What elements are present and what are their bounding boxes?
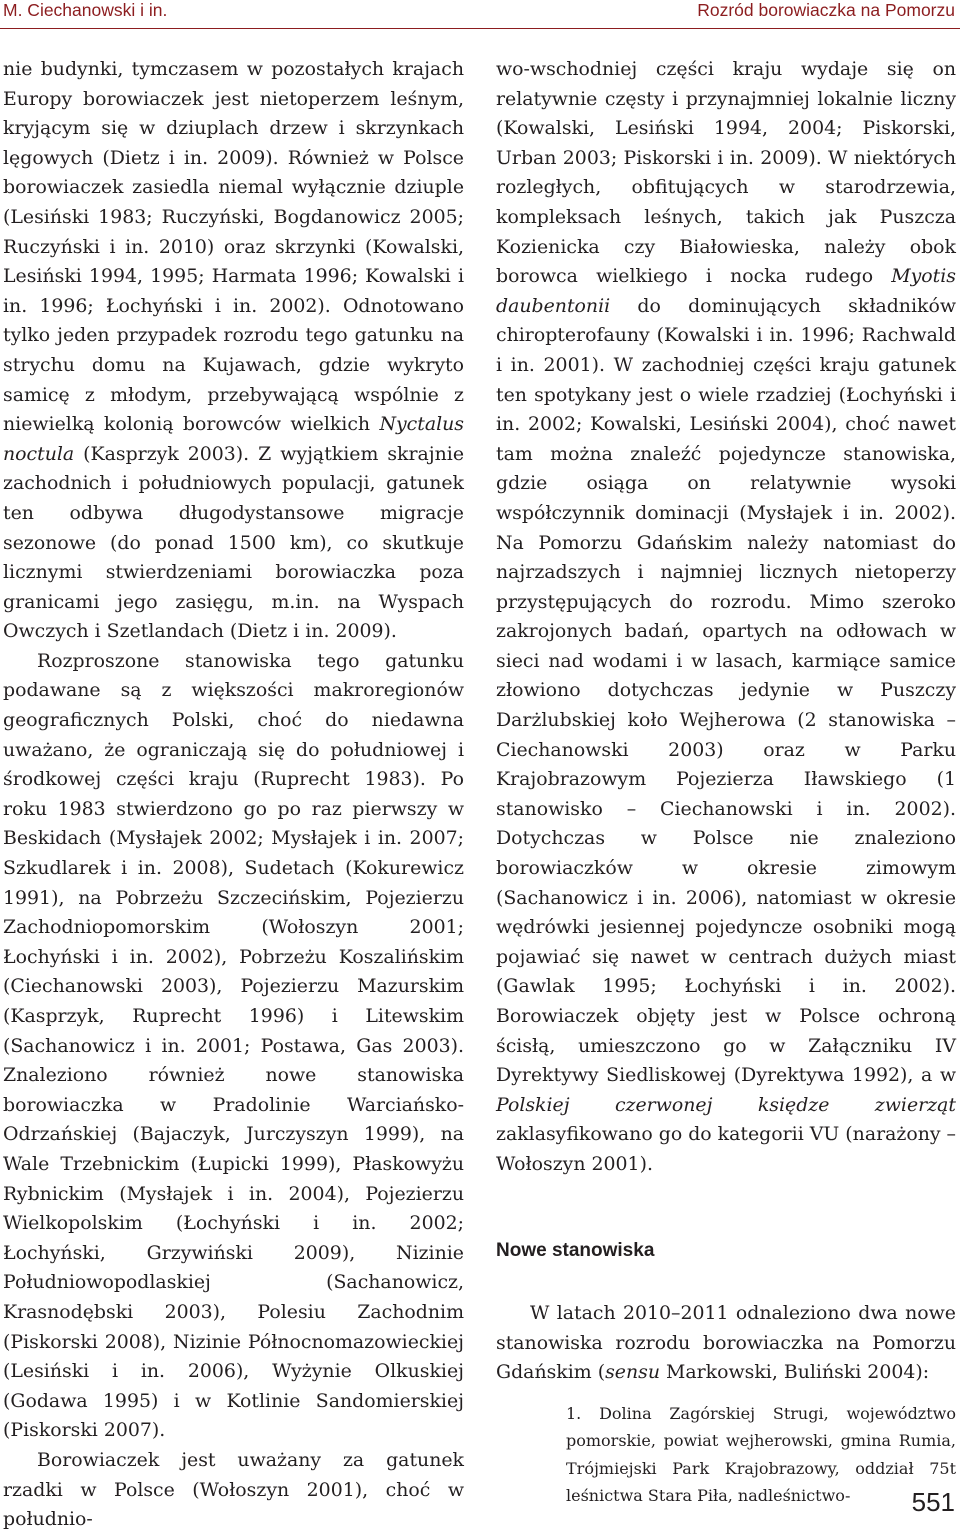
running-head	[0, 0, 960, 24]
paragraph-new-sites: W latach 2010–2011 odnaleziono dwa nowe stanowiska rozrodu borowiaczka na Pomorzu Gdańskim (sensu Markowski, Buliński 2004):	[496, 1302, 956, 1384]
paragraph-distribution: Rozproszone stanowiska tego gatunku podawane są z większości makroregionów geograficznych Polski, choć do niedawna uważano, że ograniczają się do południowej i środkowej części kraju (Ruprecht 1983). Po roku 1983 stwierdzono go po raz pierwszy w Beskidach (Mysłajek 2002; Mysłajek i in. 2007; Szkudlarek i in. 2008), Sudetach (Kokurewicz 1991), na Pobrzeżu Szczecińskim, Pojezierzu Zachodniopomorskim (Wołoszyn 2001; Łochyński i in. 2002), Pobrzeżu Koszalińskim (Ciechanowski 2003), Pojezierzu Mazurskim (Kasprzyk, Ruprecht 1996) i Litewskim (Sachanowicz i in. 2001; Postawa, Gas 2003). Znaleziono również nowe stanowiska borowiaczka w Pradolinie Warciańsko-Odrzańskiej (Bajaczyk, Jurczyszyn 1999), na Wale Trzebnickim (Łupicki 1999), Płaskowyżu Rybnickim (Mysłajek i in. 2004), Pojezierzu Wielkopolskim (Łochyński i in. 2002; Łochyński, Grzywiński 2009), Nizinie Południowopodlaskiej (Sachanowicz, Krasnodębski 2003), Polesiu Zachodnim (Piskorski 2008), Nizinie Północnomazowieckiej (Lesiński i in. 2006), Wyżynie Olkuskiej (Godawa 1995) i w Kotlinie Sandomierskiej (Piskorski 2007).	[3, 649, 464, 1442]
header-rule	[0, 28, 960, 29]
list-item: 1. Dolina Zagórskiej Strugi, województwo pomorskie, powiat wejherowski, gmina Rumia, Trójmiejski Park Krajobrazowy, oddział 75t leśnictwa Stara Piła, nadleśnictwo-	[566, 1403, 956, 1506]
red-book-title: Polskiej czerwonej księdze zwierząt	[496, 1093, 956, 1116]
section-heading: Nowe stanowiska	[496, 1239, 655, 1261]
paragraph-rarity: Borowiaczek jest uważany za gatunek rzadki w Polsce (Wołoszyn 2001), choć w południo-	[3, 1448, 464, 1531]
species-name: Myotis daubentonii	[496, 265, 956, 317]
right-column	[496, 55, 956, 1510]
running-head-authors: M. Ciechanowski i in.	[3, 0, 168, 20]
left-column	[3, 55, 464, 1535]
page-number: 551	[911, 1487, 955, 1517]
paragraph-roosts: nie budynki, tymczasem w pozostałych krajach Europy borowiaczek jest nietoperzem leśnym, kryjącym się w dziuplach drzew i skrzynkach lęgowych (Dietz i in. 2009). Również w Polsce borowiaczek zasiedla niemal wyłącznie dziuple (Lesiński 1983; Ruczyński, Bogdanowicz 2005; Ruczyński i in. 2010) oraz skrzynki (Kowalski, Lesiński 1994, 1995; Harmata 1996; Kowalski i in. 1996; Łochyński i in. 2002). Odnotowano tylko jeden przypadek rozrodu tego gatunku na strychu domu na Kujawach, gdzie wykryto samicę z młodym, przebywającą wspólnie z niewielką kolonią borowców wielkich Nyctalus noctula (Kasprzyk 2003). Z wyjątkiem skrajnie zachodnich i południowych populacji, gatunek ten odbywa długodystansowe migracje sezonowe (do ponad 1500 km), co skutkuje licznymi stwierdzeniami borowiaczka poza granicami jego zasięgu, m.in. na Wyspach Owczych i Szetlandach (Dietz i in. 2009).	[3, 58, 464, 643]
species-name: Nyctalus noctula	[3, 413, 464, 465]
paragraph-abundance: wo-wschodniej części kraju wydaje się on relatywnie częsty i przynajmniej lokalnie liczny (Kowalski, Lesiński 1994, 2004; Piskorski, Urban 2003; Piskorski i in. 2009). W niektórych rozległych, obfitujących w starodrzewia, kompleksach leśnych, takich jak Puszcza Kozienicka czy Białowieska, należy obok borowca wielkiego i nocka rudego Myotis daubentonii do dominujących składników chiropterofauny (Kowalski i in. 1996; Rachwald i in. 2001). W zachodniej części kraju gatunek ten spotykany jest o wiele rzadziej (Łochyński i in. 2002; Kowalski, Lesiński 2004), choć nawet tam można znaleźć pojedyncze stanowiska, gdzie osiąga on relatywnie wysoki współczynnik dominacji (Mysłajek i in. 2002). Na Pomorzu Gdańskim należy natomiast do najrzadszych i najmniej licznych nietoperzy przystępujących do rozrodu. Mimo szeroko zakrojonych badań, opartych na odłowach w sieci nad wodami i w lasach, karmiące samice złowiono dotychczas jedynie w Puszczy Darżlubskiej koło Wejherowa (2 stanowiska – Ciechanowski 2003) oraz w Parku Krajobrazowym Pojezierza Iławskiego (1 stanowisko – Ciechanowski i in. 2002). Dotychczas w Polsce nie znaleziono borowiaczków w okresie zimowym (Sachanowicz i in. 2006), natomiast w okresie wędrówki jesiennej pojedyncze osobniki mogą pojawiać się nawet w centrach dużych miast (Gawlak 1995; Łochyński i in. 2002). Borowiaczek objęty jest w Polsce ochroną ścisłą, umieszczono go w Załączniku IV Dyrektywy Siedliskowej (Dyrektywa 1992), a w Polskiej czerwonej księdze zwierząt zaklasyfikowano go do kategorii VU (narażony – Wołoszyn 2001).	[496, 58, 957, 1175]
running-head-title: Rozród borowiaczka na Pomorzu	[697, 0, 955, 20]
